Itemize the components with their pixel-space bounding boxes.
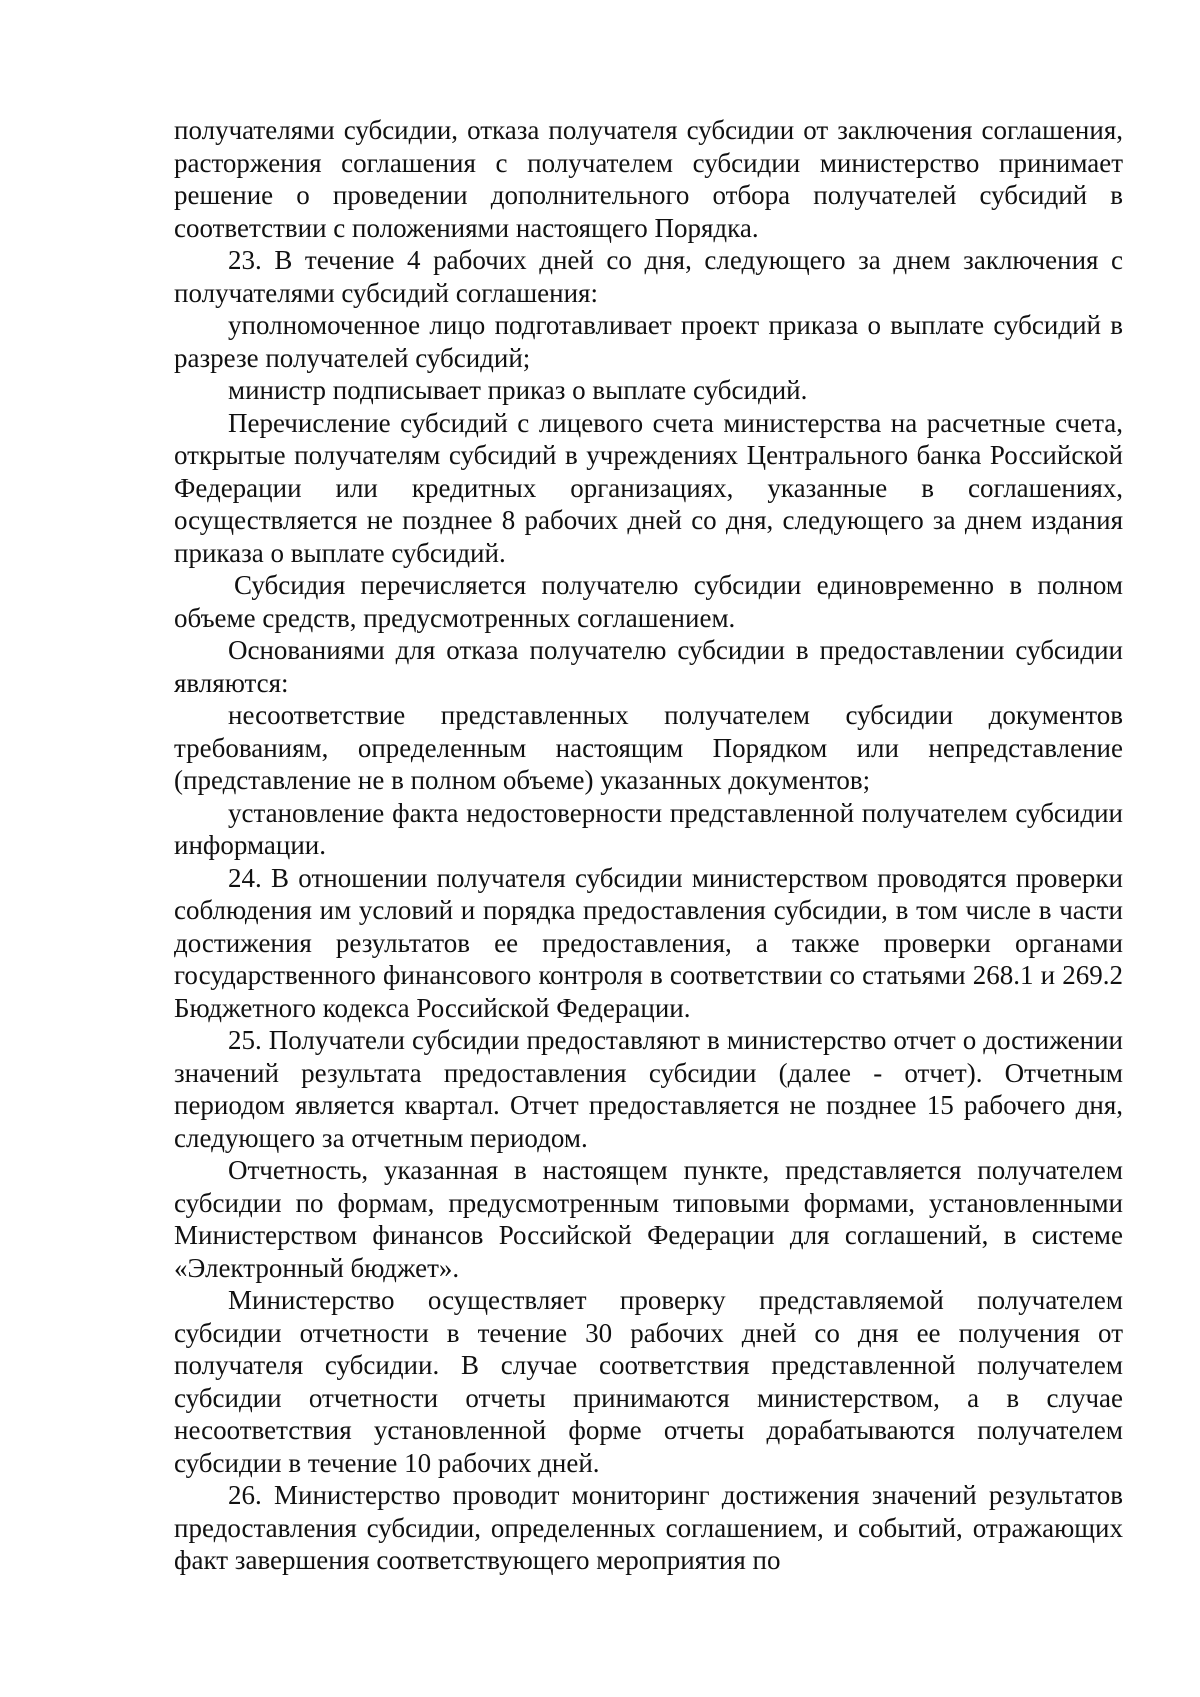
paragraph-transfer: Перечисление субсидий с лицевого счета министерства на расчетные счета, открытые получателям субсидий в учреждениях Центрального банка Российской Федерации или кредитных организациях, указанные в соглашениях, осуществляется не позднее 8 рабочих дней со дня, следующего за днем издания приказа о выплате субсидий.: [174, 407, 1123, 568]
paragraph-refusal-item-2: установление факта недостоверности представленной получателем субсидии информации.: [174, 797, 1123, 860]
paragraph-refusal-item-1: несоответствие представленных получателем субсидии документов требованиям, определенным настоящим Порядком или непредставление (представление не в полном объеме) указанных документов;: [174, 700, 1123, 795]
paragraph-refusal-grounds: Основаниями для отказа получателю субсидии в предоставлении субсидии являются:: [174, 635, 1123, 698]
paragraph-24: 24. В отношении получателя субсидии министерством проводятся проверки соблюдения им условий и порядка предоставления субсидии, в том числе в части достижения результатов ее предоставления, а также проверки органами государственного финансового контроля в соответствии со статьями 268.1 и 269.2 Бюджетного кодекса Российской Федерации.: [174, 862, 1123, 1023]
paragraph-lump-sum: Субсидия перечисляется получателю субсидии единовременно в полном объеме средств, предусмотренных соглашением.: [174, 570, 1123, 633]
document-page: [174, 114, 1123, 1577]
paragraph-report-check: Министерство осуществляет проверку представляемой получателем субсидии отчетности в течение 30 рабочих дней со дня ее получения от получателя субсидии. В случае соответствия представленной получателем субсидии отчетности отчеты принимаются министерством, а в случае несоответствия установленной форме отчеты дорабатываются получателем субсидии в течение 10 рабочих дней.: [174, 1285, 1123, 1478]
paragraph-23-item-2: министр подписывает приказ о выплате субсидий.: [228, 375, 808, 405]
paragraph-26: 26. Министерство проводит мониторинг достижения значений результатов предоставления субсидии, определенных соглашением, и событий, отражающих факт завершения соответствующего мероприятия по: [174, 1480, 1123, 1575]
paragraph-continuation: получателями субсидии, отказа получателя субсидии от заключения соглашения, расторжения соглашения с получателем субсидии министерство принимает решение о проведении дополнительного отбора получателей субсидий в соответствии с положениями настоящего Порядка.: [174, 115, 1123, 243]
paragraph-23-item-1: уполномоченное лицо подготавливает проект приказа о выплате субсидий в разрезе получателей субсидий;: [174, 310, 1123, 373]
paragraph-25: 25. Получатели субсидии предоставляют в министерство отчет о достижении значений результата предоставления субсидии (далее - отчет). Отчетным периодом является квартал. Отчет предоставляется не позднее 15 рабочего дня, следующего за отчетным периодом.: [174, 1025, 1123, 1153]
paragraph-reporting-forms: Отчетность, указанная в настоящем пункте, представляется получателем субсидии по формам, предусмотренным типовыми формами, установленными Министерством финансов Российской Федерации для соглашений, в системе «Электронный бюджет».: [174, 1155, 1123, 1283]
paragraph-23: 23. В течение 4 рабочих дней со дня, следующего за днем заключения с получателями субсидий соглашения:: [174, 245, 1123, 308]
